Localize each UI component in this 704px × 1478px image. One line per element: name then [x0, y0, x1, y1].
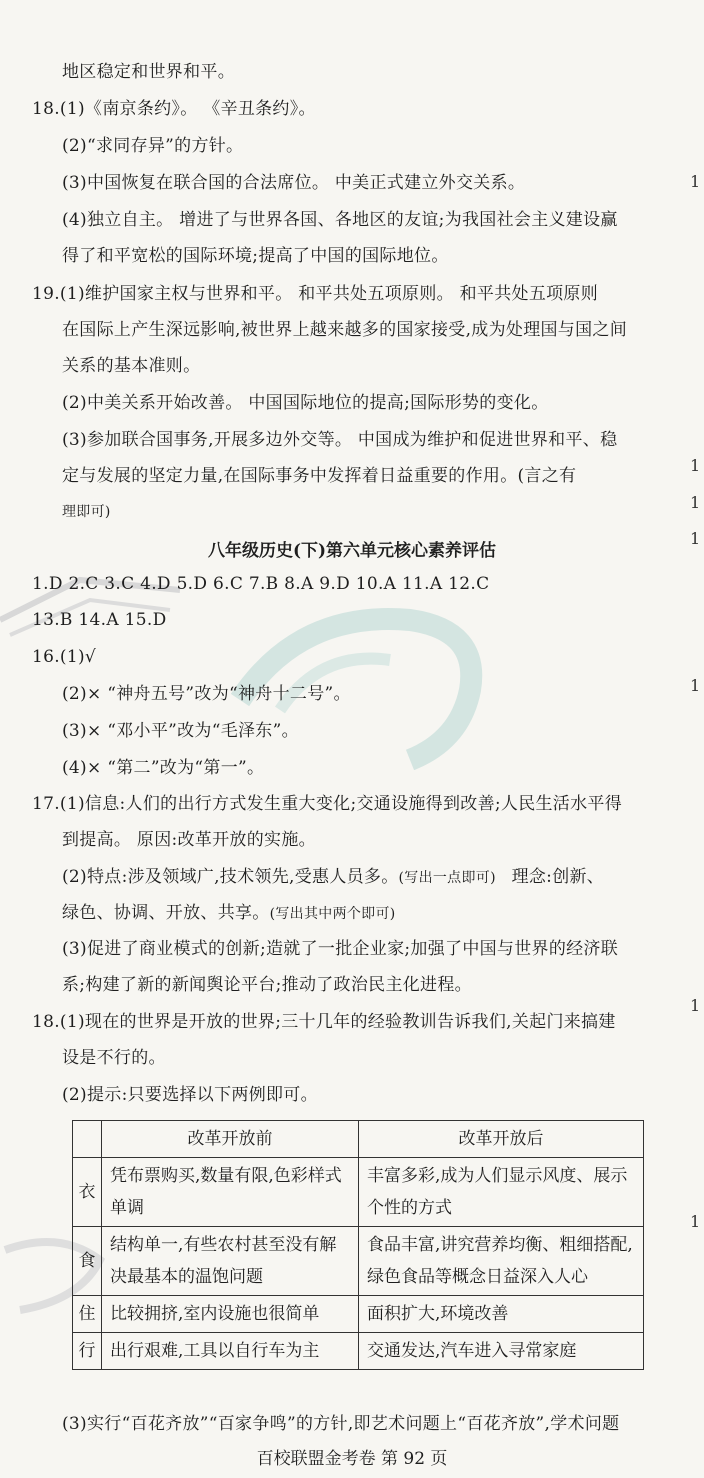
margin-mark: 1 [690, 493, 701, 512]
table-row [73, 1227, 644, 1296]
answer-text: 理念:创新、 [511, 867, 605, 887]
answer-line: 理即可) [62, 504, 111, 520]
table-header: 改革开放前 [102, 1121, 359, 1158]
answer-line: (2)“求同存异”的方针。 [62, 136, 244, 156]
answer-line: (3)促进了商业模式的创新;造就了一批企业家;加强了中国与世界的经济联 [62, 939, 619, 959]
answer-line: (2)× “神舟五号”改为“神舟十二号”。 [62, 684, 351, 704]
answer-line: (4)独立自主。 增进了与世界各国、各地区的友谊;为我国社会主义建设赢 [62, 210, 618, 230]
answer-line: 到提高。 原因:改革开放的实施。 [62, 830, 316, 850]
answer-note: (写出其中两个即可) [269, 906, 396, 922]
answer-text: (2)特点:涉及领域广,技术领先,受惠人员多。 [62, 867, 399, 887]
table-cell: 比较拥挤,室内设施也很简单 [102, 1296, 359, 1333]
table-row [73, 1296, 644, 1333]
table-cell: 出行艰难,工具以自行车为主 [102, 1333, 359, 1370]
answer-line: (4)× “第二”改为“第一”。 [62, 758, 265, 778]
answer-line: (3)× “邓小平”改为“毛泽东”。 [62, 721, 299, 741]
table-category: 住 [73, 1296, 102, 1333]
answer-text: 绿色、协调、开放、共享。 [62, 903, 270, 923]
table-row [73, 1333, 644, 1370]
table-cell: 凭布票购买,数量有限,色彩样式单调 [102, 1158, 359, 1227]
margin-mark: 1 [690, 456, 701, 475]
margin-mark: 1 [690, 529, 701, 548]
table-header-row [73, 1121, 644, 1158]
table-category: 衣 [73, 1158, 102, 1227]
margin-mark: 1 [690, 676, 701, 695]
table-category: 行 [73, 1333, 102, 1370]
table-category: 食 [73, 1227, 102, 1296]
answer-line: (3)参加联合国事务,开展多边外交等。 中国成为维护和促进世界和平、稳 [62, 430, 618, 450]
table-cell: 面积扩大,环境改善 [359, 1296, 644, 1333]
answer-line: 关系的基本准则。 [62, 356, 201, 376]
section-title: 八年级历史(下)第六单元核心素养评估 [207, 541, 497, 561]
table-cell: 交通发达,汽车进入寻常家庭 [359, 1333, 644, 1370]
answer-line: 18.(1)现在的世界是开放的世界;三十几年的经验教训告诉我们,关起门来搞建 [32, 1012, 616, 1032]
margin-mark: 1 [690, 1212, 701, 1231]
answer-line: 地区稳定和世界和平。 [62, 62, 235, 82]
answer-line: 17.(1)信息:人们的出行方式发生重大变化;交通设施得到改善;人民生活水平得 [32, 794, 622, 814]
answer-line: (2)提示:只要选择以下两例即可。 [62, 1085, 318, 1105]
answer-line: 16.(1)√ [32, 647, 97, 667]
margin-mark: 1 [690, 996, 701, 1015]
answer-line [62, 865, 604, 890]
table-cell: 丰富多彩,成为人们显示风度、展示个性的方式 [359, 1158, 644, 1227]
table-cell: 结构单一,有些农村甚至没有解决最基本的温饱问题 [102, 1227, 359, 1296]
table-row [73, 1158, 644, 1227]
answer-line: 系;构建了新的新闻舆论平台;推动了政治民主化进程。 [62, 975, 472, 995]
choice-answers: 13.B 14.A 15.D [32, 610, 167, 630]
answer-note: (写出一点即可) [398, 870, 496, 886]
table-corner-cell [73, 1121, 102, 1158]
answer-line: 18.(1)《南京条约》。 《辛丑条约》。 [32, 99, 316, 119]
answer-line [62, 901, 396, 926]
answer-line: 19.(1)维护国家主权与世界和平。 和平共处五项原则。 和平共处五项原则 [32, 284, 599, 304]
page-footer: 百校联盟金考卷 第 92 页 [256, 1449, 448, 1469]
answer-line: (2)中美关系开始改善。 中国国际地位的提高;国际形势的变化。 [62, 393, 549, 413]
table-header: 改革开放后 [359, 1121, 644, 1158]
table-cell: 食品丰富,讲究营养均衡、粗细搭配,绿色食品等概念日益深入人心 [359, 1227, 644, 1296]
answer-line: (3)中国恢复在联合国的合法席位。 中美正式建立外交关系。 [62, 173, 526, 193]
comparison-table [72, 1120, 644, 1370]
answer-line: 定与发展的坚定力量,在国际事务中发挥着日益重要的作用。(言之有 [62, 466, 577, 486]
answer-line: 得了和平宽松的国际环境;提高了中国的国际地位。 [62, 246, 449, 266]
answer-line: 在国际上产生深远影响,被世界上越来越多的国家接受,成为处理国与国之间 [62, 320, 628, 340]
answer-line: (3)实行“百花齐放”“百家争鸣”的方针,即艺术问题上“百花齐放”,学术问题 [62, 1414, 620, 1434]
watermark-logo [210, 590, 510, 770]
margin-mark: 1 [690, 172, 701, 191]
choice-answers: 1.D 2.C 3.C 4.D 5.D 6.C 7.B 8.A 9.D 10.A 11.A 12.C [32, 574, 490, 594]
answer-line: 设是不行的。 [62, 1048, 166, 1068]
